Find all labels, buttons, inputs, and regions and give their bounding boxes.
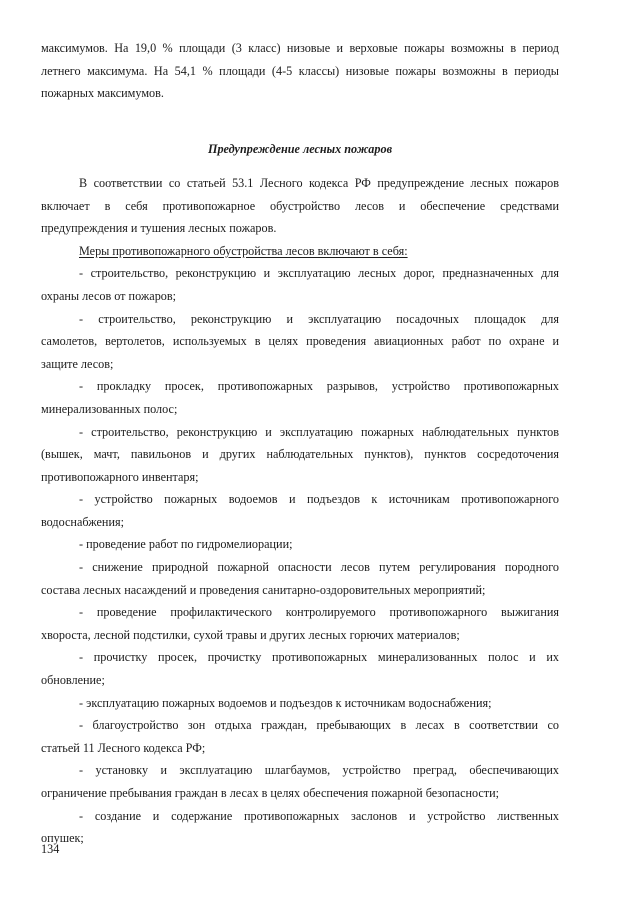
list-item (41, 488, 559, 533)
list-item (41, 556, 559, 601)
text-line: включает в себя противопожарное обустройство лесов и обеспечение средствами (41, 198, 559, 213)
paragraph-forest-code (41, 172, 559, 240)
text-line: летнего максимума. На 54,1 % площади (4-5 классы) низовые пожары возможны в периоды (41, 63, 559, 78)
text-line: - строительство, реконструкцию и эксплуатацию пожарных наблюдательных пунктов (79, 424, 559, 439)
list-item (41, 692, 559, 715)
text-line: самолетов, вертолетов, используемых в целях проведения авиационных работ по охране и (41, 334, 559, 349)
text-line: ограничение пребывания граждан в лесах в целях обеспечения пожарной безопасности; (41, 786, 500, 800)
document-body (41, 37, 559, 850)
list-item (41, 714, 559, 759)
text-line: - проведение работ по гидромелиорации; (79, 537, 293, 552)
list-item (41, 533, 559, 556)
text-line: - строительство, реконструкцию и эксплуатацию посадочных площадок для (79, 311, 559, 326)
text-line: предупреждения и тушения лесных пожаров. (41, 221, 277, 236)
text-line: В соответствии со статьей 53.1 Лесного кодекса РФ предупреждение лесных пожаров (79, 175, 559, 190)
text-line: - проведение профилактического контролируемого противопожарного выжигания (79, 605, 559, 620)
list-item (41, 601, 559, 646)
text-line: минерализованных полос; (41, 401, 178, 416)
list-item (41, 308, 559, 376)
text-line: пожарных максимумов. (41, 86, 164, 101)
text-line: - установку и эксплуатацию шлагбаумов, устройство преград, обеспечивающих (79, 763, 559, 778)
text-line: охраны лесов от пожаров; (41, 288, 177, 303)
text-line: - создание и содержание противопожарных заслонов и устройство лиственных (79, 808, 559, 823)
text-line: противопожарного инвентаря; (41, 469, 199, 484)
text-line: - прокладку просек, противопожарных разрывов, устройство противопожарных (79, 379, 559, 394)
page-number: 134 (41, 842, 60, 856)
section-heading: Предупреждение лесных пожаров (207, 142, 393, 157)
text-line: защите лесов; (41, 356, 114, 371)
text-line: - прочистку просек, прочистку противопожарных минерализованных полос и их (79, 650, 559, 665)
text-line: - эксплуатацию пожарных водоемов и подъездов к источникам водоснабжения; (79, 695, 492, 710)
text-line: состава лесных насаждений и проведения санитарно-оздоровительных мероприятий; (41, 582, 486, 597)
text-line: - строительство, реконструкцию и эксплуатацию лесных дорог, предназначенных для (79, 266, 559, 281)
list-item (41, 262, 559, 307)
text-line: водоснабжения; (41, 514, 124, 529)
text-line: опушек; (41, 831, 84, 846)
text-line: - снижение природной пожарной опасности лесов путем регулирования породного (79, 560, 559, 575)
list-item (41, 421, 559, 489)
text-line: - благоустройство зон отдыха граждан, пребывающих в лесах в соответствии со (79, 718, 559, 733)
text-line: - устройство пожарных водоемов и подъездов к источникам противопожарного (79, 492, 559, 507)
measures-list (41, 262, 559, 849)
list-item (41, 805, 559, 850)
text-line: обновление; (41, 673, 105, 688)
list-item (41, 646, 559, 691)
list-item (41, 759, 559, 804)
text-line: статьей 11 Лесного кодекса РФ; (41, 740, 206, 755)
text-line: хвороста, лесной подстилки, сухой травы и других лесных горючих материалов; (41, 627, 460, 642)
intro-paragraph (41, 37, 559, 105)
measures-intro: Меры противопожарного обустройства лесов включают в себя: (79, 243, 408, 258)
list-item (41, 375, 559, 420)
text-line: максимумов. На 19,0 % площади (3 класс) низовые и верховые пожары возможны в период (41, 41, 559, 55)
text-line: (вышек, мачт, павильонов и других наблюдательных пунктов), пунктов сосредоточения (41, 447, 559, 462)
